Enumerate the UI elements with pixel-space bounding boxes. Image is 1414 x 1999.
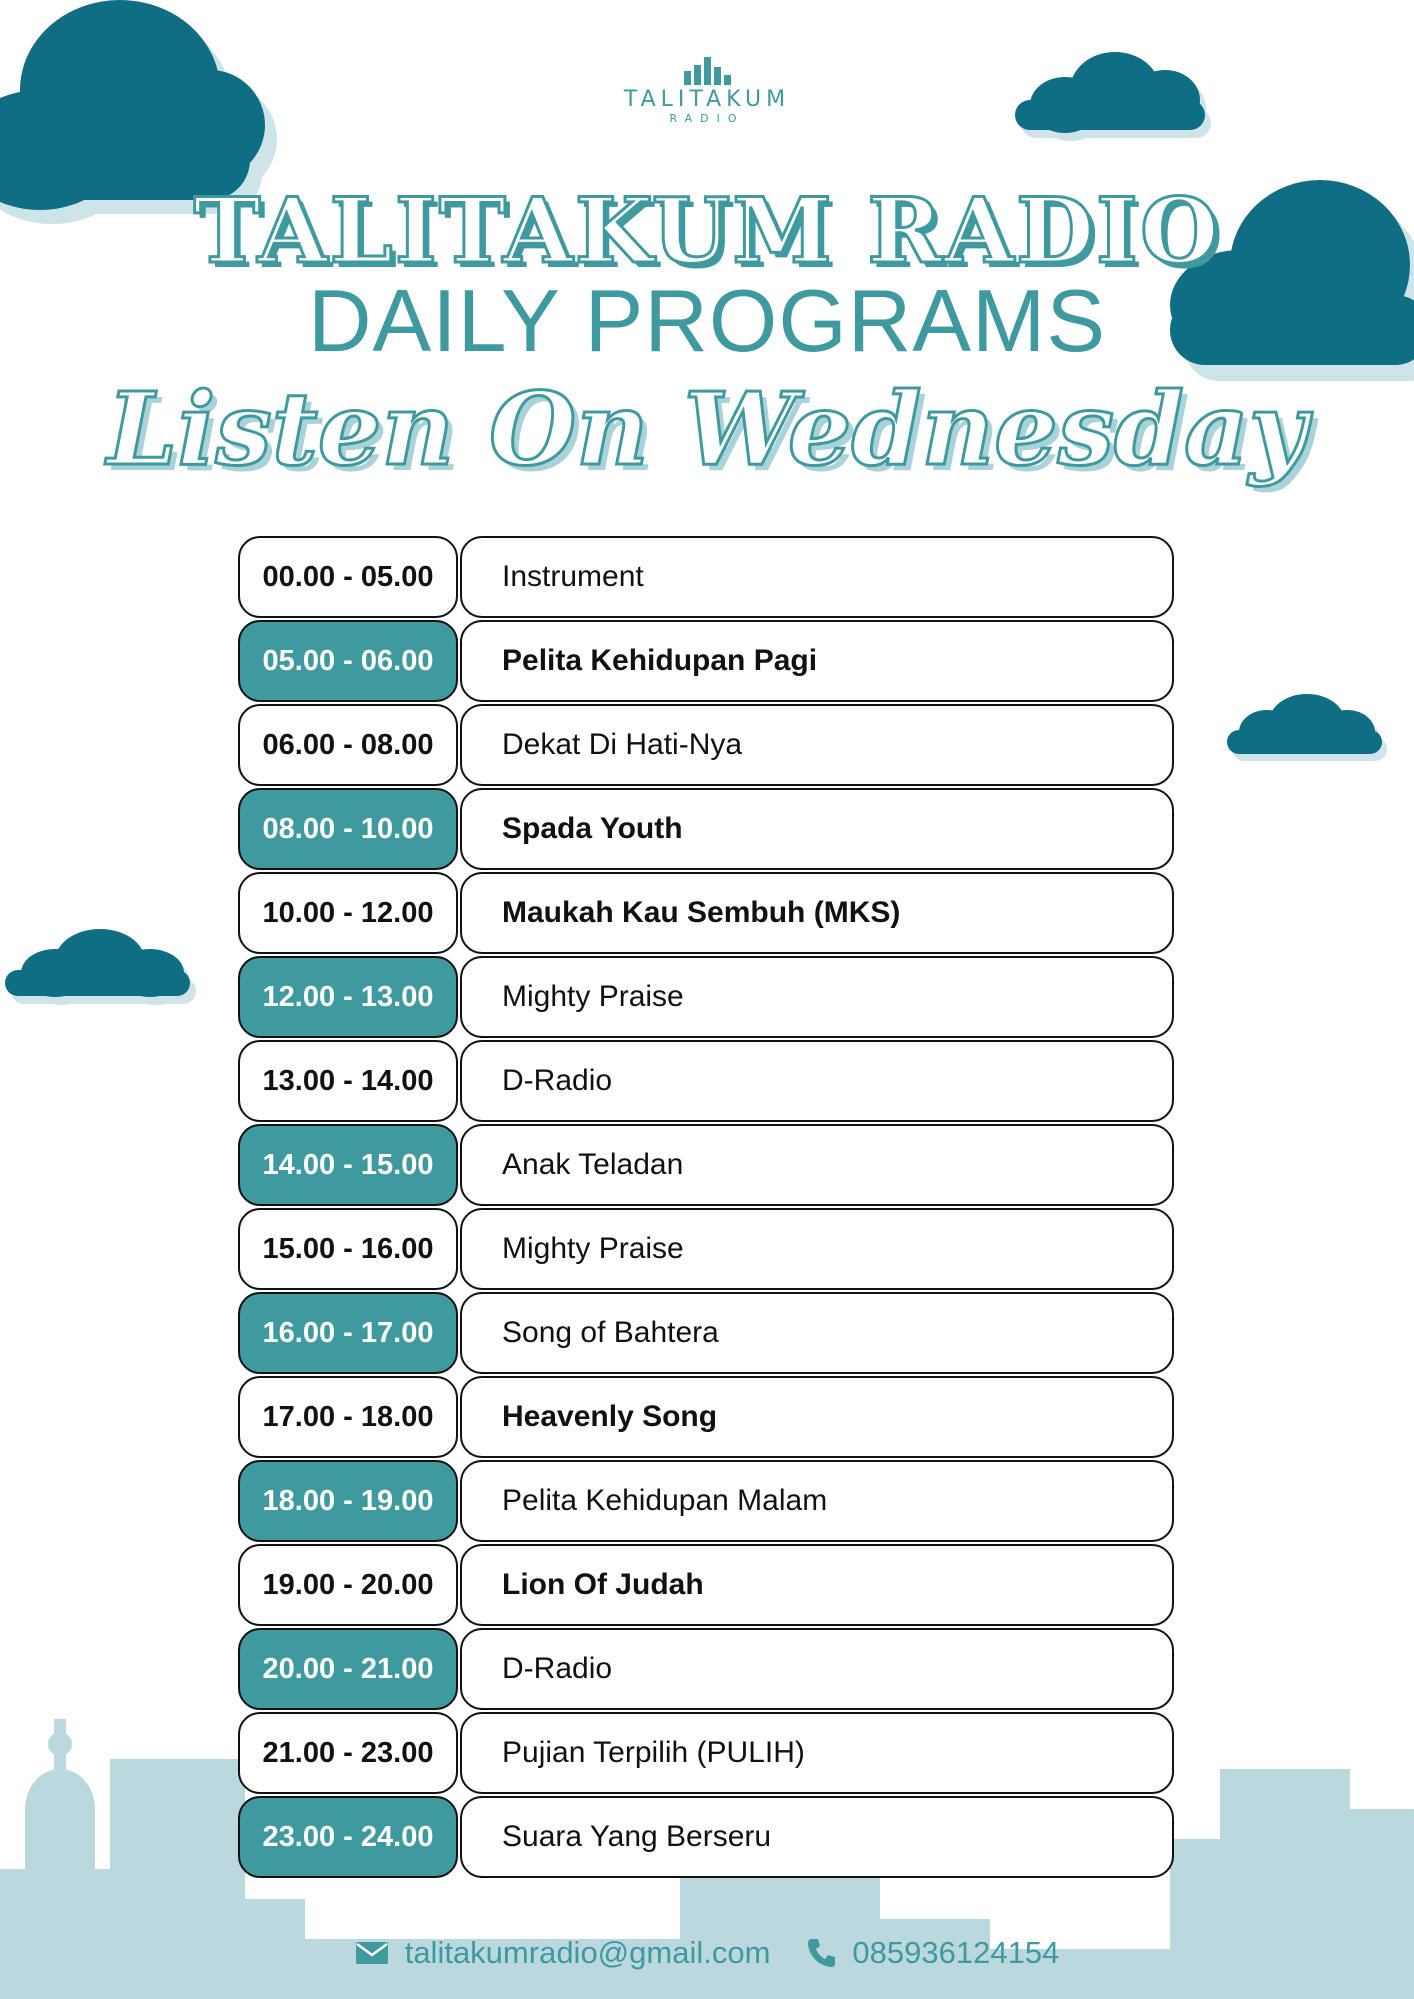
email-contact[interactable] [355,1935,771,1971]
program-name: Spada Youth [460,788,1174,870]
time-slot: 20.00 - 21.00 [238,1628,458,1710]
phone-number[interactable]: 085936124154 [852,1935,1060,1970]
schedule-row [238,1628,1174,1712]
schedule-row [238,620,1174,704]
time-slot: 17.00 - 18.00 [238,1376,458,1458]
time-slot: 23.00 - 24.00 [238,1796,458,1878]
schedule-row [238,1712,1174,1796]
logo-name: TALITAKUM [623,87,791,112]
program-name: D-Radio [460,1040,1174,1122]
program-name: Pelita Kehidupan Pagi [460,620,1174,702]
schedule-row [238,1460,1174,1544]
logo-sub: RADIO [669,112,745,125]
program-name: Song of Bahtera [460,1292,1174,1374]
time-slot: 00.00 - 05.00 [238,536,458,618]
schedule-row [238,1544,1174,1628]
time-slot: 08.00 - 10.00 [238,788,458,870]
schedule-row [238,1376,1174,1460]
cloud-top-right-small [1005,50,1225,150]
program-name: Dekat Di Hati-Nya [460,704,1174,786]
title-script: Listen On Wednesday [107,370,1307,488]
program-name: Heavenly Song [460,1376,1174,1458]
program-name: Mighty Praise [460,1208,1174,1290]
program-name: Anak Teladan [460,1124,1174,1206]
time-slot: 15.00 - 16.00 [238,1208,458,1290]
schedule-row [238,1208,1174,1292]
schedule-row [238,1040,1174,1124]
email-address[interactable]: talitakumradio@gmail.com [404,1935,771,1970]
cloud-left-mid [0,925,200,1015]
schedule-row [238,704,1174,788]
time-slot: 14.00 - 15.00 [238,1124,458,1206]
time-slot: 18.00 - 19.00 [238,1460,458,1542]
program-name: Suara Yang Berseru [460,1796,1174,1878]
program-name: D-Radio [460,1628,1174,1710]
schedule-row [238,872,1174,956]
phone-icon [806,1937,836,1969]
time-slot: 06.00 - 08.00 [238,704,458,786]
program-name: Mighty Praise [460,956,1174,1038]
schedule-row [238,788,1174,872]
program-name: Instrument [460,536,1174,618]
time-slot: 19.00 - 20.00 [238,1544,458,1626]
equalizer-icon [600,55,814,85]
time-slot: 13.00 - 14.00 [238,1040,458,1122]
time-slot: 16.00 - 17.00 [238,1292,458,1374]
title-main: TALITAKUM RADIO [193,178,1221,284]
program-name: Maukah Kau Sembuh (MKS) [460,872,1174,954]
program-schedule [238,536,1174,1880]
schedule-row [238,536,1174,620]
time-slot: 21.00 - 23.00 [238,1712,458,1794]
schedule-row [238,1292,1174,1376]
time-slot: 05.00 - 06.00 [238,620,458,702]
program-name: Lion Of Judah [460,1544,1174,1626]
program-name: Pelita Kehidupan Malam [460,1460,1174,1542]
title-sub: DAILY PROGRAMS [307,271,1107,370]
schedule-row [238,956,1174,1040]
contact-footer [0,1935,1414,1971]
schedule-row [238,1124,1174,1208]
phone-contact[interactable] [806,1935,1059,1971]
cloud-right-mid [1222,690,1392,770]
program-name: Pujian Terpilih (PULIH) [460,1712,1174,1794]
time-slot: 12.00 - 13.00 [238,956,458,1038]
time-slot: 10.00 - 12.00 [238,872,458,954]
envelope-icon [355,1941,389,1965]
station-logo [600,55,814,130]
schedule-row [238,1796,1174,1880]
